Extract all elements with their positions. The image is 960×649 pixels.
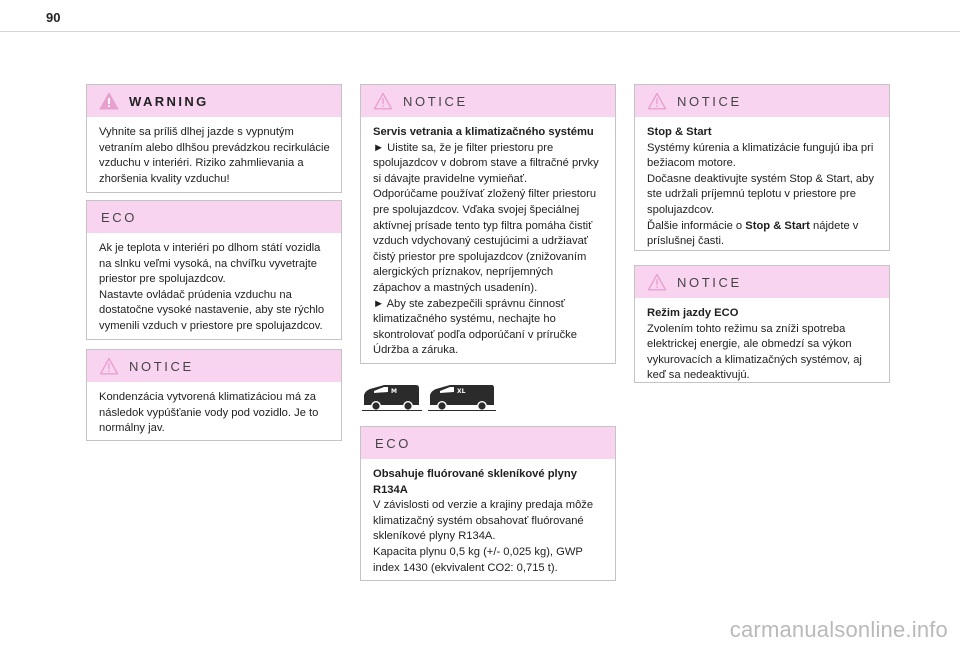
notice-box-3 [634,84,890,251]
notice-body-3 [635,117,889,258]
notice-paragraph-3c: Ďalšie informácie o Stop & Start nájdete v príslušnej časti. [647,219,859,248]
van-icon [362,383,422,413]
notice-body-4 [635,298,889,392]
warning-box [86,84,342,193]
notice-bullet-1: ► Uistite sa, že je filter priestoru pre spolujazdcov v dobrom stave a filtračné prvky si dávajte pravidelne vymieňať. [373,141,599,185]
notice-heading-4: Režim jazdy ECO [647,307,739,319]
notice-header-2 [361,85,615,117]
notice-paragraph-2: Odporúčame používať zložený filter priestoru pre spolujazdcov. Vďaka svojej špeciálnej aktívnej prísade tento typ filtra pomáha čistiť vzduch vdychovaný cestujúcimi a udržiavať čistý priestor pre spolujazdcov (znižovaním alergických príznakov, nepríjemných zápachov a mastných usadenín). [373,188,597,294]
warning-triangle-icon [99,92,119,110]
watermark: carmanualsonline.info [729,617,948,642]
eco-paragraph-1: Ak je teplota v interiéri po dlhom státí vozidla na slnku veľmi vysoká, na chvíľku vyvetrajte priestor pre spolujazdcov. [99,242,321,286]
svg-text:M: M [391,388,397,395]
eco-box-2 [360,426,616,581]
warning-title: WARNING [129,93,209,109]
eco-paragraph-4: Kapacita plynu 0,5 kg (+/- 0,025 kg), GWP index 1430 (ekvivalent CO2: 0,715 t). [373,545,583,574]
eco-title-2: ECO [375,435,411,451]
van-extended-icon [428,383,496,413]
svg-text:XL: XL [457,388,466,395]
eco-box-1 [86,200,342,340]
eco-header-1 [87,201,341,233]
eco-heading-2: Obsahuje fluórované skleníkové plyny R134A [373,468,577,496]
notice-text-1: Kondenzácia vytvorená klimatizáciou má za následok vypúšťanie vody pod vozidlo. Je to normálny jav. [99,391,319,435]
eco-paragraph-2: Nastavte ovládač prúdenia vzduchu na dostatočne vysoké nastavenie, aby ste rýchlo vymenili vzduch v priestore pre spolujazdcov. [99,288,325,332]
notice-paragraph-3a: Systémy kúrenia a klimatizácie fungujú iba pri bežiacom motore. [647,141,874,170]
notice-box-4 [634,265,890,383]
notice-title-1: NOTICE [129,358,194,374]
notice-title-3: NOTICE [677,93,742,109]
notice-paragraph-3b: Dočasne deaktivujte systém Stop & Start, aby ste udržali príjemnú teplotu v priestore pre spolujazdcov. [647,172,874,216]
eco-body-2 [361,459,615,584]
notice-header-4 [635,266,889,298]
notice-bullet-2: ► Aby ste zabezpečili správnu činnosť klimatizačného systému, nechajte ho skontrolovať podľa odporúčaní v príručke Údržba a záruka. [373,297,577,357]
notice-heading-2: Servis vetrania a klimatizačného systému [373,126,594,138]
vehicle-icons [362,383,502,413]
notice-box-1 [86,349,342,441]
eco-title-1: ECO [101,209,137,225]
notice-header-3 [635,85,889,117]
eco-paragraph-3: V závislosti od verzie a krajiny predaja môže klimatizačný systém obsahovať fluórované skleníkové plyny R134A. [373,499,594,543]
eco-body-1 [87,233,341,343]
warning-body [87,117,341,195]
notice-heading-3: Stop & Start [647,126,712,138]
notice-triangle-icon [99,357,119,375]
notice-triangle-icon [373,92,393,110]
notice-title-4: NOTICE [677,274,742,290]
notice-paragraph-4: Zvolením tohto režimu sa zníži spotreba elektrickej energie, ale obmedzí sa výkon vykurovacích a klimatizačných systémov, aj keď sa nedeaktivujú. [647,322,862,382]
notice-title-2: NOTICE [403,93,468,109]
notice-body-1 [87,382,341,445]
top-divider [0,31,960,32]
notice-triangle-icon [647,92,667,110]
warning-header [87,85,341,117]
notice-header-1 [87,350,341,382]
notice-body-2 [361,117,615,367]
notice-box-2 [360,84,616,364]
eco-header-2 [361,427,615,459]
notice-triangle-icon [647,273,667,291]
warning-text: Vyhnite sa príliš dlhej jazde s vypnutým vetraním alebo dlhšou prevádzkou recirkulácie vzduchu v interiéri. Riziko zahmlievania a zhoršenia kvality vzduchu! [99,126,330,185]
page-number: 90 [46,10,61,25]
